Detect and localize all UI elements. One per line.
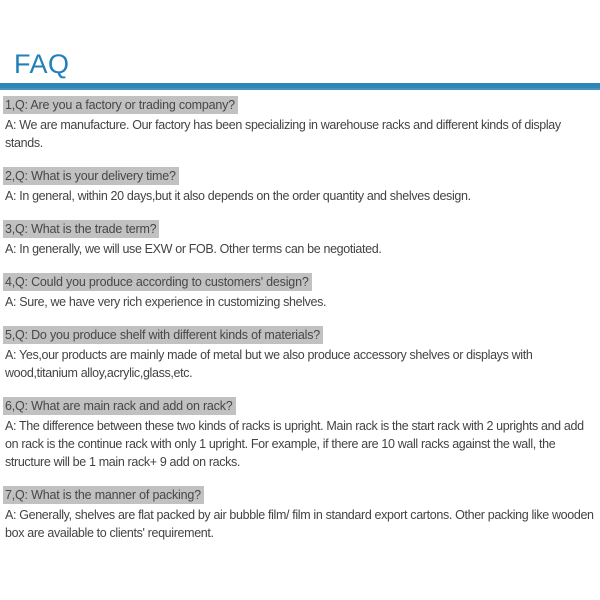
faq-answer: A: Yes,our products are mainly made of metal but we also produce accessory shelves or displays with wood,titanium alloy,acrylic,glass,etc. — [5, 348, 533, 380]
faq-question-line — [3, 273, 597, 291]
faq-answer: A: The difference between these two kinds of racks is upright. Main rack is the start rack with 2 uprights and add on rack is the continue rack with only 1 upright. For example, if there are 10 wall racks against the wall, the structure will be 1 main rack+ 9 add on racks. — [5, 419, 584, 469]
faq-question: 4,Q: Could you produce according to customers' design? — [3, 273, 312, 291]
faq-answer: A: Generally, shelves are flat packed by air bubble film/ film in standard export cartons. Other packing like wooden box are available to clients' requirement. — [5, 508, 594, 540]
faq-answer: A: In general, within 20 days,but it also depends on the order quantity and shelves design. — [5, 189, 471, 203]
faq-item — [3, 96, 597, 152]
faq-page — [0, 48, 600, 600]
faq-item — [3, 397, 597, 471]
faq-answer: A: Sure, we have very rich experience in customizing shelves. — [5, 295, 327, 309]
faq-question-line — [3, 326, 597, 344]
faq-question-line — [3, 96, 597, 114]
faq-question-line — [3, 220, 597, 238]
faq-answer: A: In generally, we will use EXW or FOB. Other terms can be negotiated. — [5, 242, 382, 256]
faq-question-line — [3, 167, 597, 185]
faq-question: 1,Q: Are you a factory or trading company? — [3, 96, 238, 114]
page-title: FAQ — [14, 49, 70, 79]
faq-question: 6,Q: What are main rack and add on rack? — [3, 397, 236, 415]
faq-question: 3,Q: What is the trade term? — [3, 220, 159, 238]
faq-answer: A: We are manufacture. Our factory has been specializing in warehouse racks and different kinds of display stands. — [5, 118, 561, 150]
faq-item — [3, 273, 597, 311]
faq-item — [3, 326, 597, 382]
faq-question-line — [3, 486, 597, 504]
faq-question-line — [3, 397, 597, 415]
faq-question: 2,Q: What is your delivery time? — [3, 167, 179, 185]
faq-item — [3, 220, 597, 258]
faq-question: 5,Q: Do you produce shelf with different kinds of materials? — [3, 326, 323, 344]
faq-item — [3, 167, 597, 205]
faq-item — [3, 486, 597, 542]
faq-list — [3, 96, 597, 542]
faq-question: 7,Q: What is the manner of packing? — [3, 486, 204, 504]
title-underline-rule — [0, 83, 600, 90]
